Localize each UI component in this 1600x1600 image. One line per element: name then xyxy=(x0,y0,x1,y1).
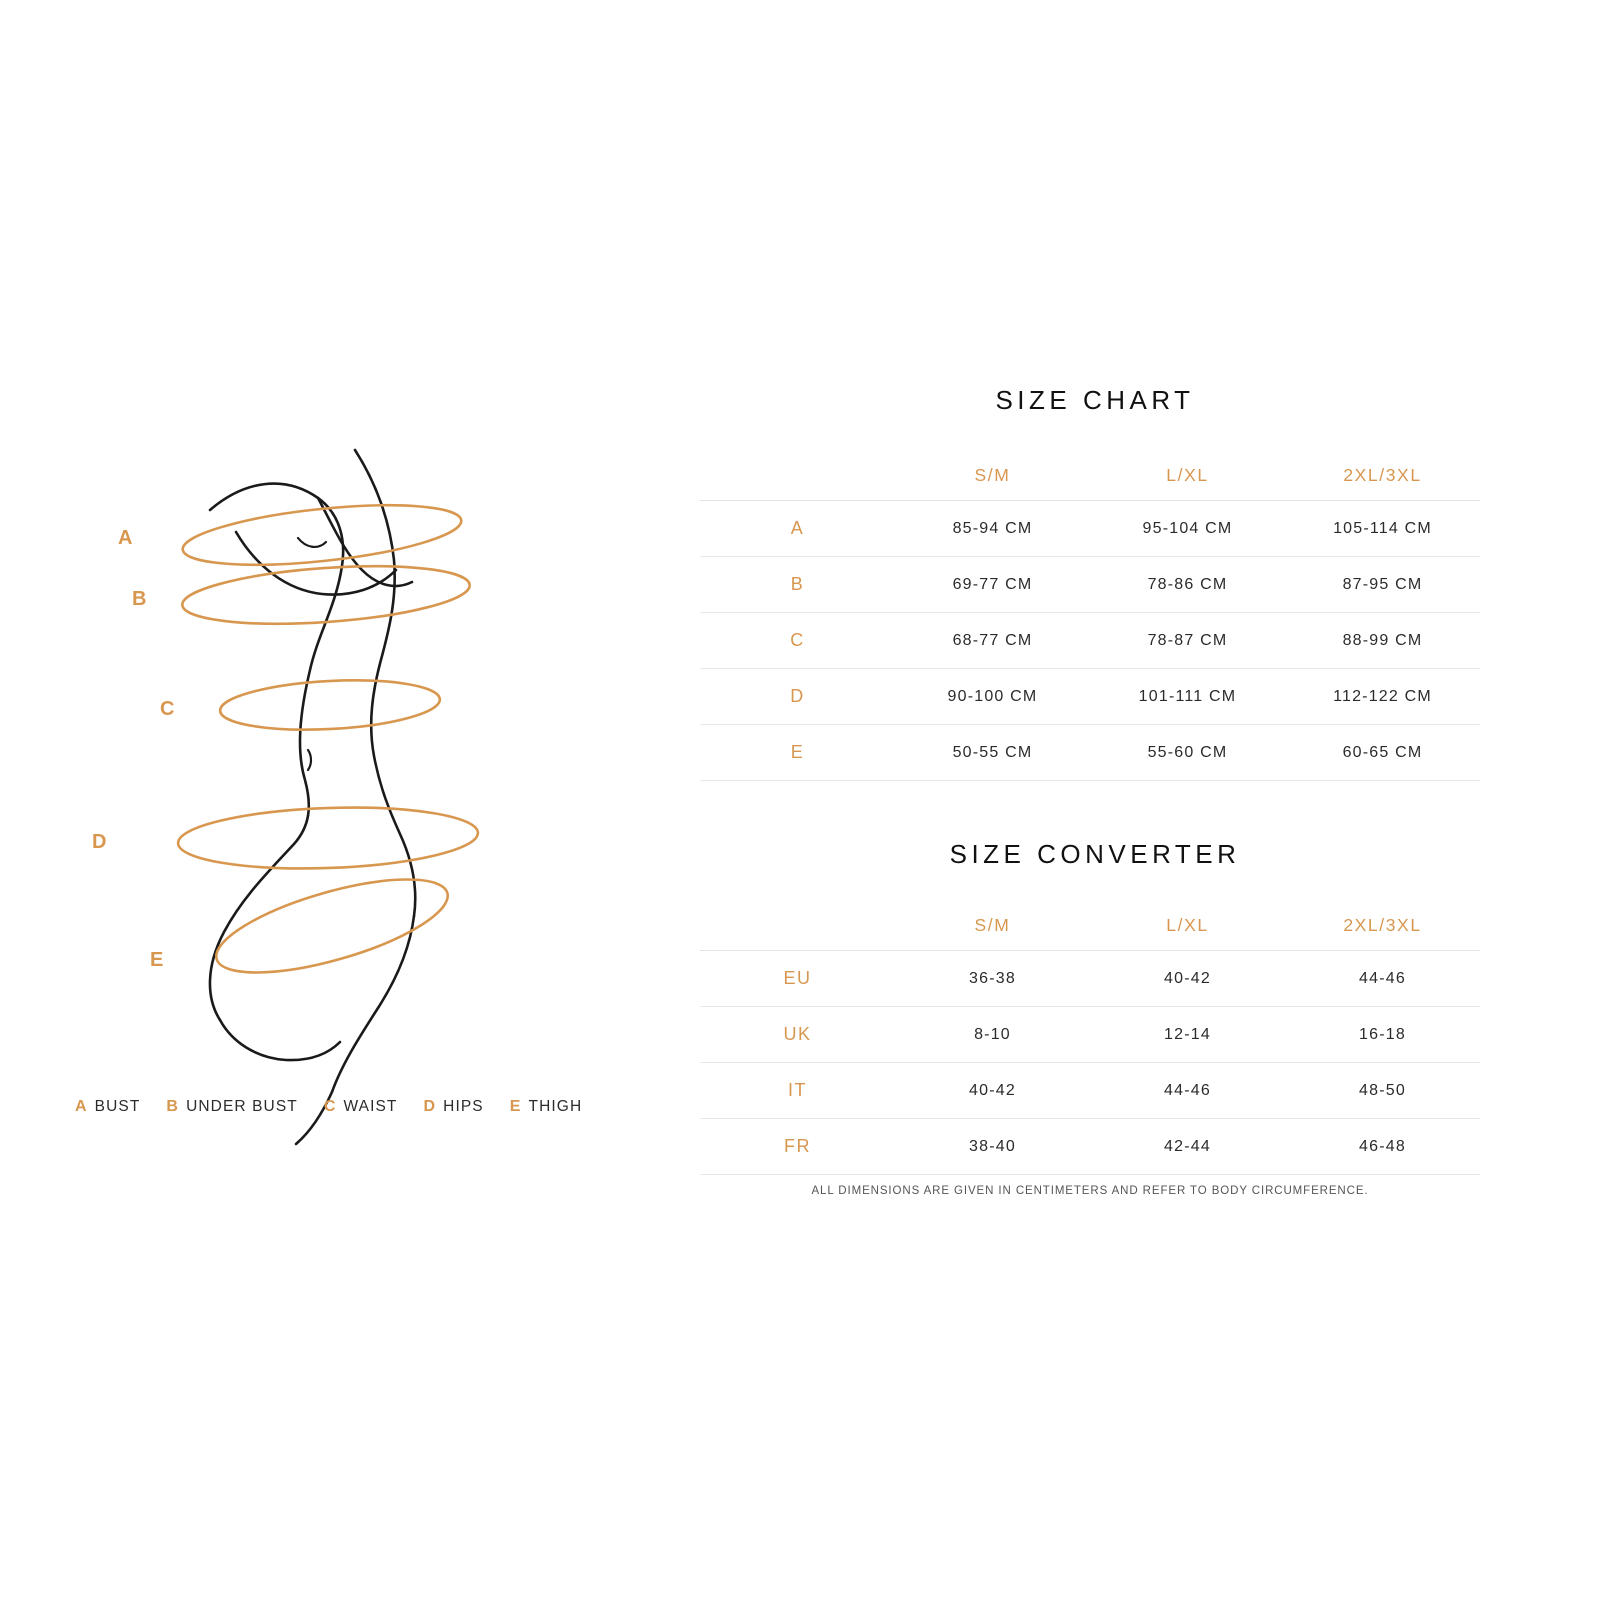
size-chart-c-sm: 68-77 CM xyxy=(895,613,1090,669)
legend-item-c xyxy=(324,1098,398,1116)
size-converter-it-2xl3xl: 48-50 xyxy=(1285,1063,1480,1119)
size-converter-row-key-eu: EU xyxy=(700,951,895,1007)
legend-item-e xyxy=(510,1098,583,1116)
size-chart-c-2xl3xl: 88-99 CM xyxy=(1285,613,1480,669)
size-chart-table xyxy=(700,450,1480,781)
size-chart-b-2xl3xl: 87-95 CM xyxy=(1285,557,1480,613)
loop-d xyxy=(177,803,479,873)
table-row xyxy=(700,613,1480,669)
size-converter-eu-sm: 36-38 xyxy=(895,951,1090,1007)
size-converter-it-sm: 40-42 xyxy=(895,1063,1090,1119)
size-converter-it-lxl: 44-46 xyxy=(1090,1063,1285,1119)
dimensions-footnote: ALL DIMENSIONS ARE GIVEN IN CENTIMETERS AND REFER TO BODY CIRCUMFERENCE. xyxy=(811,1185,1369,1197)
loop-e xyxy=(207,860,456,992)
legend-item-b xyxy=(166,1098,297,1116)
legend-item-a xyxy=(75,1098,140,1116)
size-converter-eu-2xl3xl: 44-46 xyxy=(1285,951,1480,1007)
size-chart-d-2xl3xl: 112-122 CM xyxy=(1285,669,1480,725)
size-converter-table xyxy=(700,900,1480,1175)
table-row xyxy=(700,1007,1480,1063)
table-row xyxy=(700,951,1480,1007)
measure-loops xyxy=(177,495,479,992)
measure-letter-a: A xyxy=(118,527,133,549)
size-chart-block xyxy=(700,385,1490,781)
size-chart-a-lxl: 95-104 CM xyxy=(1090,501,1285,557)
size-chart-row-key-e: E xyxy=(700,725,895,781)
size-converter-eu-lxl: 40-42 xyxy=(1090,951,1285,1007)
legend-item-d xyxy=(424,1098,484,1116)
size-chart-a-sm: 85-94 CM xyxy=(895,501,1090,557)
size-converter-uk-sm: 8-10 xyxy=(895,1007,1090,1063)
size-converter-title: SIZE CONVERTER xyxy=(949,839,1241,869)
body-outline xyxy=(210,450,415,1144)
measure-letter-c: C xyxy=(160,698,175,720)
size-chart-header-row xyxy=(700,450,1480,501)
size-converter-row-key-uk: UK xyxy=(700,1007,895,1063)
measure-letter-d: D xyxy=(92,831,107,853)
size-chart-header-sm: S/M xyxy=(895,450,1090,501)
size-chart-row-key-b: B xyxy=(700,557,895,613)
legend-label-c: WAIST xyxy=(343,1098,398,1115)
table-row xyxy=(700,501,1480,557)
legend-key-a: A xyxy=(75,1098,88,1115)
loop-c xyxy=(219,675,441,734)
size-converter-header-lxl: L/XL xyxy=(1090,900,1285,951)
table-row xyxy=(700,1063,1480,1119)
size-converter-header-corner xyxy=(700,900,895,951)
measure-letter-b: B xyxy=(132,588,147,610)
size-chart-header-2xl3xl: 2XL/3XL xyxy=(1285,450,1480,501)
legend-key-c: C xyxy=(323,1098,337,1115)
size-converter-uk-lxl: 12-14 xyxy=(1090,1007,1285,1063)
size-converter-block xyxy=(700,839,1490,1175)
legend-key-d: D xyxy=(423,1098,437,1115)
size-chart-row-key-a: A xyxy=(700,501,895,557)
legend-label-e: THIGH xyxy=(528,1098,583,1115)
size-converter-fr-sm: 38-40 xyxy=(895,1119,1090,1175)
legend-label-a: BUST xyxy=(94,1098,141,1115)
size-chart-header-lxl: L/XL xyxy=(1090,450,1285,501)
size-chart-row-key-c: C xyxy=(700,613,895,669)
size-chart-b-sm: 69-77 CM xyxy=(895,557,1090,613)
size-chart-d-sm: 90-100 CM xyxy=(895,669,1090,725)
size-converter-uk-2xl3xl: 16-18 xyxy=(1285,1007,1480,1063)
size-chart-header-corner xyxy=(700,450,895,501)
size-converter-fr-lxl: 42-44 xyxy=(1090,1119,1285,1175)
size-converter-header-sm: S/M xyxy=(895,900,1090,951)
table-row xyxy=(700,725,1480,781)
size-chart-title: SIZE CHART xyxy=(995,385,1195,415)
body-figure-svg xyxy=(60,420,680,1180)
tables-panel xyxy=(700,385,1490,1175)
table-row xyxy=(700,669,1480,725)
table-row xyxy=(700,1119,1480,1175)
legend-key-e: E xyxy=(509,1098,522,1115)
legend-key-b: B xyxy=(166,1098,180,1115)
measure-letter-e: E xyxy=(150,949,164,971)
size-chart-b-lxl: 78-86 CM xyxy=(1090,557,1285,613)
size-chart-row-key-d: D xyxy=(700,669,895,725)
legend-label-b: UNDER BUST xyxy=(186,1098,298,1115)
size-chart-e-2xl3xl: 60-65 CM xyxy=(1285,725,1480,781)
table-row xyxy=(700,557,1480,613)
size-converter-header-2xl3xl: 2XL/3XL xyxy=(1285,900,1480,951)
size-chart-d-lxl: 101-111 CM xyxy=(1090,669,1285,725)
measurement-legend xyxy=(75,1098,675,1116)
size-converter-row-key-fr: FR xyxy=(700,1119,895,1175)
size-converter-header-row xyxy=(700,900,1480,951)
size-chart-a-2xl3xl: 105-114 CM xyxy=(1285,501,1480,557)
legend-label-d: HIPS xyxy=(443,1098,484,1115)
size-converter-row-key-it: IT xyxy=(700,1063,895,1119)
size-chart-e-sm: 50-55 CM xyxy=(895,725,1090,781)
size-chart-e-lxl: 55-60 CM xyxy=(1090,725,1285,781)
measure-letters xyxy=(92,527,174,971)
body-figure-diagram xyxy=(60,420,680,1180)
size-converter-fr-2xl3xl: 46-48 xyxy=(1285,1119,1480,1175)
size-chart-c-lxl: 78-87 CM xyxy=(1090,613,1285,669)
